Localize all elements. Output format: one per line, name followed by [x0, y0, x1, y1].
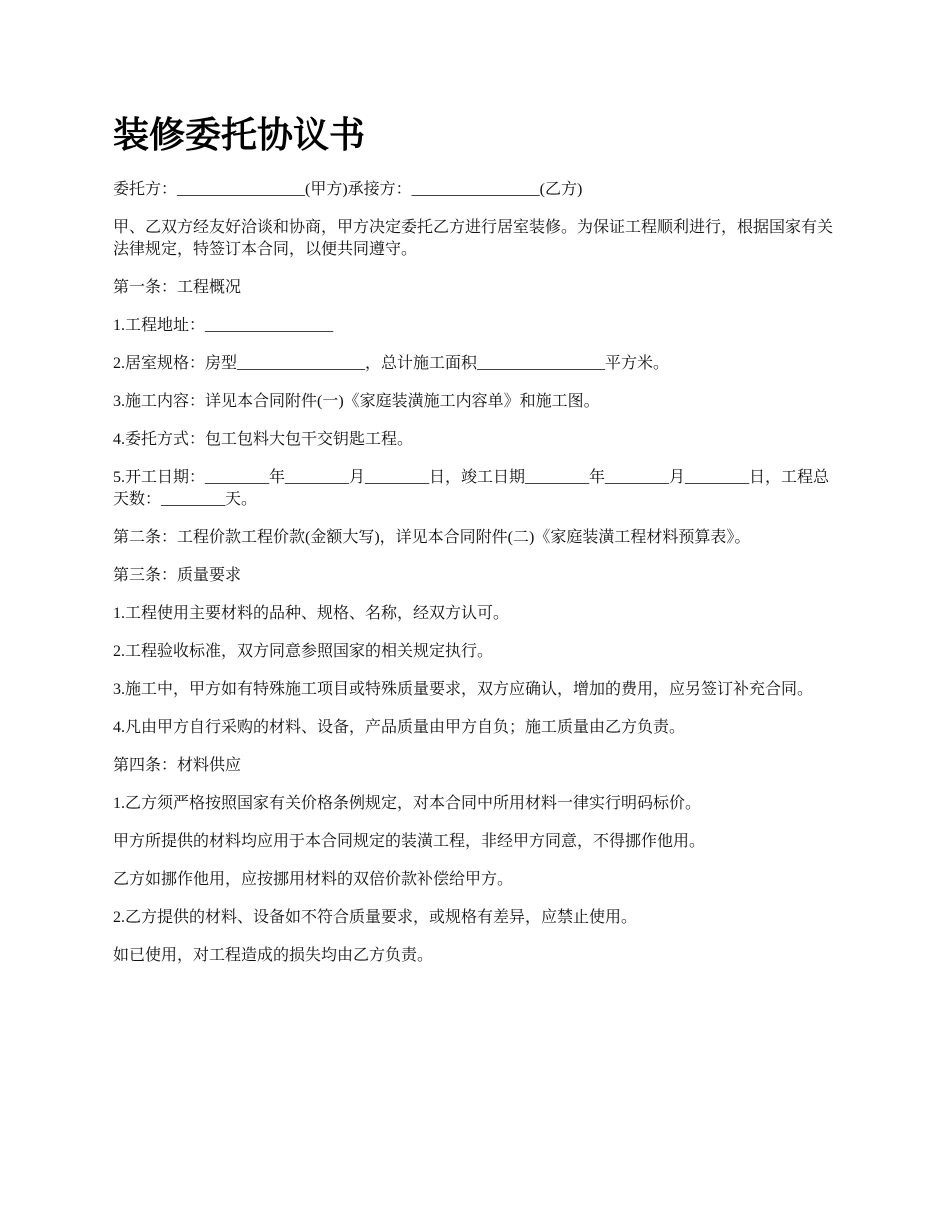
article-1-heading: 第一条：工程概况 [113, 279, 242, 296]
document-title: 装修委托协议书 [113, 114, 366, 156]
materials-item-2: 2.乙方提供的材料、设备如不符合质量要求，或规格有差异，应禁止使用。 [113, 909, 638, 926]
quality-item-2: 2.工程验收标准，双方同意参照国家的相关规定执行。 [113, 643, 494, 660]
quality-item-4: 4.凡由甲方自行采购的材料、设备，产品质量由甲方自负；施工质量由乙方负责。 [113, 719, 686, 736]
materials-note-2: 乙方如挪作他用，应按挪用材料的双倍价款补偿给甲方。 [113, 871, 514, 888]
article-2-paragraph: 第二条：工程价款工程价款(金额大写)，详见本合同附件(二)《家庭装潢工程材料预算表》。 [113, 529, 751, 546]
quality-item-3: 3.施工中，甲方如有特殊施工项目或特殊质量要求，双方应确认，增加的费用，应另签订补充合同。 [113, 681, 814, 698]
materials-note-3: 如已使用，对工程造成的损失均由乙方负责。 [113, 947, 434, 964]
preamble-paragraph: 甲、乙双方经友好洽谈和协商，甲方决定委托乙方进行居室装修。为保证工程顺利进行，根据国家有关法律规定，特签订本合同，以便共同遵守。 [113, 219, 834, 258]
work-content-line: 3.施工内容：详见本合同附件(一)《家庭装潢施工内容单》和施工图。 [113, 393, 600, 410]
schedule-line: 5.开工日期：________年________月________日，竣工日期________年________月________日，工程总天数：________天。 [113, 469, 830, 508]
article-3-heading: 第三条：质量要求 [113, 567, 242, 584]
article-4-heading: 第四条：材料供应 [113, 757, 242, 774]
materials-item-1: 1.乙方须严格按照国家有关价格条例规定，对本合同中所用材料一律实行明码标价。 [113, 795, 702, 812]
project-address-line: 1.工程地址：________________ [113, 317, 334, 334]
room-spec-line: 2.居室规格：房型________________，总计施工面积________________平方米。 [113, 355, 670, 372]
parties-line: 委托方：________________(甲方)承接方：________________(乙方) [113, 181, 583, 198]
materials-note-1: 甲方所提供的材料均应用于本合同规定的装潢工程，非经甲方同意，不得挪作他用。 [113, 833, 706, 850]
document-content [113, 112, 838, 983]
quality-item-1: 1.工程使用主要材料的品种、规格、名称，经双方认可。 [113, 605, 510, 622]
commission-method-line: 4.委托方式：包工包料大包干交钥匙工程。 [113, 431, 414, 448]
